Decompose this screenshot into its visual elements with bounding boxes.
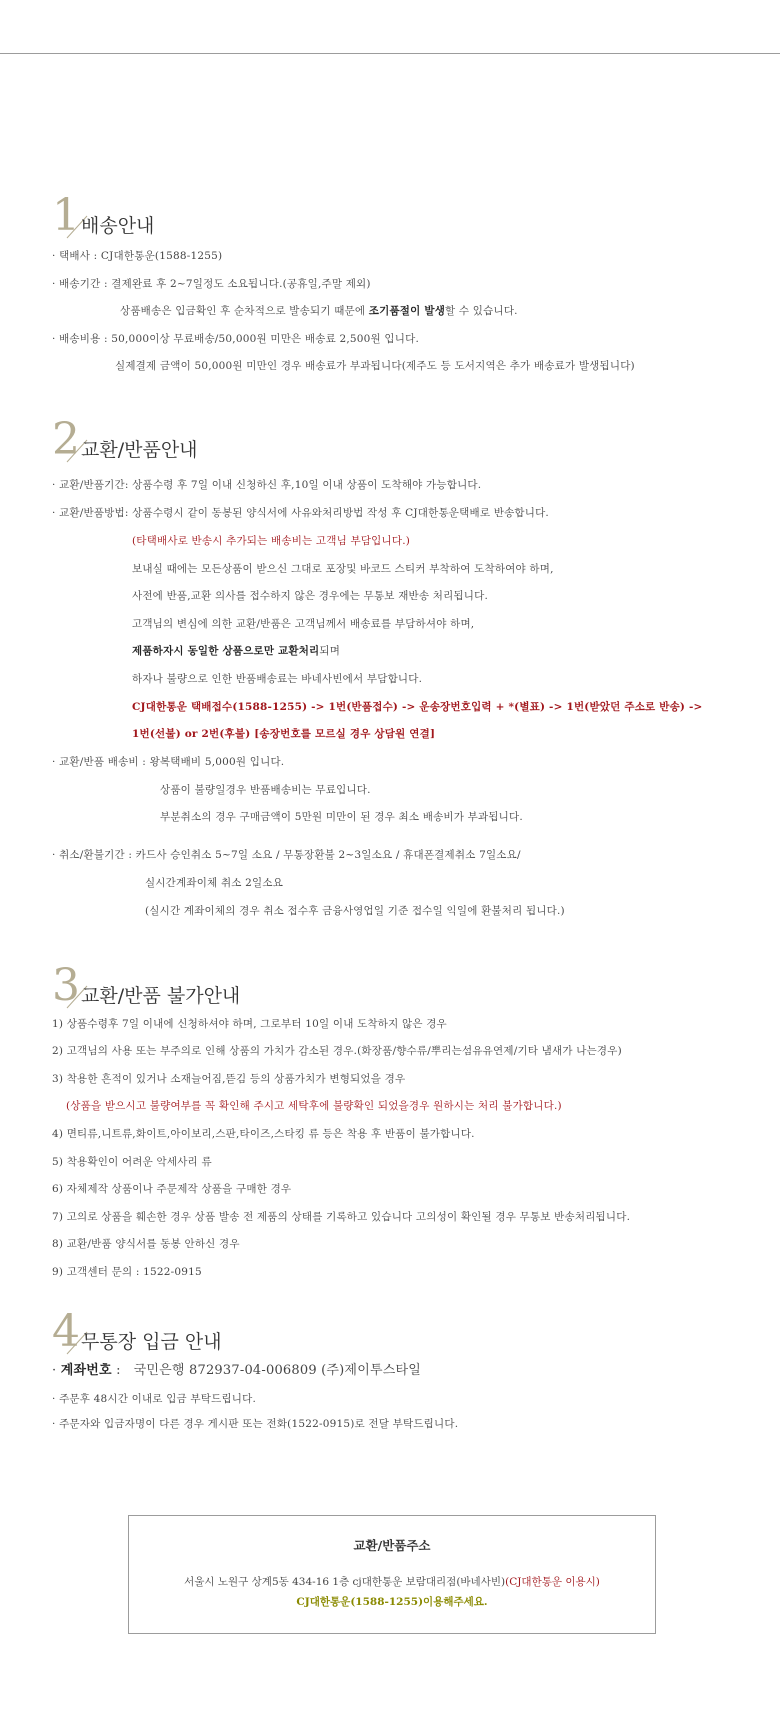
return-address-red: (CJ대한통운 이용시) <box>505 1576 600 1588</box>
exchange-fee: · 교환/반품 배송비 : 왕복택배비 5,000원 입니다. <box>52 756 285 768</box>
section-title: 교환/반품 불가안내 <box>81 985 241 1007</box>
section-title: 배송안내 <box>81 215 155 237</box>
exchange-line-4-end: 되며 <box>319 645 341 657</box>
list-item: 8) 교환/반품 양식서를 동봉 안하신 경우 <box>52 1238 240 1250</box>
shipping-note-end: 할 수 있습니다. <box>445 305 518 317</box>
list-item: 5) 착용확인이 어려운 악세사리 류 <box>52 1156 212 1168</box>
exchange-cj-steps: CJ대한통운 택배접수(1588-1255) -> 1번(반품접수) -> 운송장번호입력 + *(별표) -> 1번(받았던 주소로 반송) -> <box>132 701 703 713</box>
exchange-line-5: 하자나 불량으로 인한 반품배송료는 바네사빈에서 부담합니다. <box>132 673 423 685</box>
exchange-line-3: 고객님의 변심에 의한 교환/반품은 고객님께서 배송료를 부담하셔야 하며, <box>132 618 475 630</box>
shipping-period: · 배송기간 : 결제완료 후 2~7일정도 소요됩니다.(공휴일,주말 제외) <box>52 278 371 290</box>
return-address <box>129 1574 655 1589</box>
deposit-note-1: · 주문후 48시간 이내로 입금 부탁드립니다. <box>52 1393 257 1405</box>
top-divider <box>0 53 780 54</box>
exchange-line-4-bold: 제품하자시 동일한 상품으로만 교환처리 <box>132 645 320 657</box>
return-address-text: 서울시 노원구 상계5동 434-16 1층 cj대한통운 보람대리점(바네사빈) <box>184 1576 506 1588</box>
exchange-method: · 교환/반품방법: 상품수령시 같이 동봉된 양식서에 사유와처리방법 작성 후 CJ대한통운택배로 반송합니다. <box>52 507 549 519</box>
list-item-red-note: (상품을 받으시고 불량여부를 꼭 확인해 주시고 세탁후에 불량확인 되었을경우 원하시는 처리 불가합니다.) <box>66 1100 562 1112</box>
list-item: 3) 착용한 흔적이 있거나 소재늘어짐,뜯김 등의 상품가치가 변형되었을 경우 <box>52 1073 406 1085</box>
deposit-note-2: · 주문자와 입금자명이 다른 경우 게시판 또는 전화(1522-0915)로 전달 부탁드립니다. <box>52 1418 459 1430</box>
list-item: 7) 고의로 상품을 훼손한 경우 상품 발송 전 제품의 상태를 기록하고 있습니다 고의성이 확인될 경우 무통보 반송처리됩니다. <box>52 1211 631 1223</box>
section-title: 교환/반품안내 <box>81 439 198 461</box>
list-item: 4) 면티류,니트류,화이트,아이보리,스판,타이즈,스타킹 류 등은 착용 후 반품이 불가합니다. <box>52 1128 475 1140</box>
account-colon: : <box>111 1363 121 1378</box>
shipping-cost-note: 실제결제 금액이 50,000원 미만인 경우 배송료가 부과됩니다(제주도 등 도서지역은 추가 배송료가 발생됩니다) <box>115 360 635 372</box>
shipping-note-text: 상품배송은 입금확인 후 순차적으로 발송되기 때문에 <box>120 305 369 317</box>
refund-line-2: (실시간 계좌이체의 경우 취소 접수후 금융사영업일 기준 접수일 익일에 환불처리 됩니다.) <box>145 905 565 917</box>
refund-line-1: 실시간계좌이체 취소 2일소요 <box>145 877 284 889</box>
exchange-line-4 <box>132 643 340 659</box>
return-address-title: 교환/반품주소 <box>353 1538 431 1553</box>
section-number: 3 <box>52 960 80 1011</box>
bullet: · <box>52 1363 57 1378</box>
exchange-period: · 교환/반품기간: 상품수령 후 7일 이내 신청하신 후,10일 이내 상품이 도착해야 가능합니다. <box>52 479 482 491</box>
shipping-courier: · 택배사 : CJ대한통운(1588-1255) <box>52 250 223 262</box>
shipping-note <box>120 303 518 319</box>
section-number: 1 <box>52 190 80 241</box>
shipping-note-bold: 조기품절이 발생 <box>368 305 446 317</box>
list-item: 2) 고객님의 사용 또는 부주의로 인해 상품의 가치가 감소된 경우.(화장품/향수류/뿌리는섬유유연제/기타 냄새가 나는경우) <box>52 1045 622 1057</box>
return-address-note: CJ대한통운(1588-1255)이용해주세요. <box>296 1596 488 1608</box>
exchange-fee-2: 부분취소의 경우 구매금액이 5만원 미만이 된 경우 최소 배송비가 부과됩니다. <box>160 811 523 823</box>
account-value: 국민은행 872937-04-006809 (주)제이투스타일 <box>133 1363 421 1378</box>
list-item: 6) 자체제작 상품이나 주문제작 상품을 구매한 경우 <box>52 1183 292 1195</box>
account-label: 계좌번호 <box>60 1363 112 1378</box>
exchange-fee-1: 상품이 불량일경우 반품배송비는 무료입니다. <box>160 784 371 796</box>
exchange-cj-steps-2: 1번(선불) or 2번(후불) [송장번호를 모르실 경우 상담원 연결] <box>132 728 436 740</box>
refund-period: · 취소/환불기간 : 카드사 승인취소 5~7일 소요 / 무통장환불 2~3일소요 / 휴대폰결제취소 7일소요/ <box>52 849 521 861</box>
list-item: 9) 고객센터 문의 : 1522-0915 <box>52 1266 202 1278</box>
exchange-line-2: 사전에 반품,교환 의사를 접수하지 않은 경우에는 무통보 재반송 처리됩니다. <box>132 590 489 602</box>
section-number: 2 <box>52 414 80 465</box>
section-number: 4 <box>52 1306 80 1357</box>
exchange-red-note: (타택배사로 반송시 추가되는 배송비는 고객님 부담입니다.) <box>132 535 411 547</box>
account-number <box>52 1363 421 1379</box>
shipping-cost: · 배송비용 : 50,000이상 무료배송/50,000원 미만은 배송료 2,500원 입니다. <box>52 333 419 345</box>
exchange-line-1: 보내실 때에는 모든상품이 받으신 그대로 포장및 바코드 스티커 부착하여 도착하여야 하며, <box>132 563 554 575</box>
section-title: 무통장 입금 안내 <box>81 1331 222 1353</box>
return-address-box <box>128 1515 656 1634</box>
list-item: 1) 상품수령후 7일 이내에 신청하셔야 하며, 그로부터 10일 이내 도착하지 않은 경우 <box>52 1018 447 1030</box>
